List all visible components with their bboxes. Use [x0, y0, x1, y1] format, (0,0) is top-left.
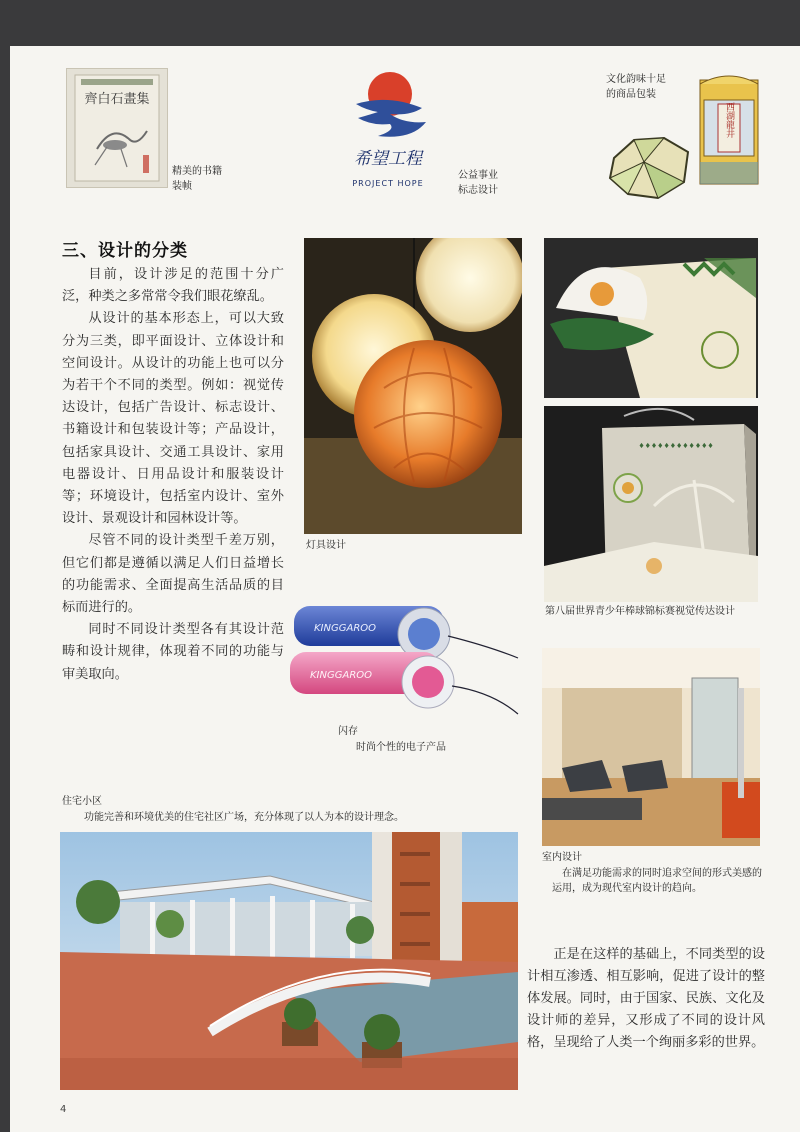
logo-caption: 公益事业 标志设计 [458, 170, 498, 196]
residential-caption-title: 住宅小区 [62, 796, 102, 807]
usb-brand-pink: KINGGAROO [310, 670, 373, 681]
usb-caption-title: 闪存 [338, 726, 358, 737]
paragraph: 从设计的基本形态上，可以大致分为三类，即平面设计、立体设计和空间设计。从设计的功能上也可以分为若干个不同的类型。例如：视觉传达设计，包括广告设计、标志设计、书籍设计和包装设计等；产品设计，包括家具设计、交通工具设计、家用电器设计、日用品设计和服装设计等；环境设计，包括室内设计、室外设计、景观设计和园林设计等。 [62, 311, 284, 527]
usb-caption-desc: 时尚个性的电子产品 [356, 742, 446, 753]
page-number: 4 [60, 1104, 67, 1115]
lamp-photo [304, 238, 522, 534]
book-title-text: 齊白石畫集 [84, 92, 150, 107]
tea-package-image [604, 70, 774, 204]
baseball-cap-photo [544, 238, 758, 398]
interior-caption-desc: 在满足功能需求的同时追求空间的形式美感的运用，成为现代室内设计的趋向。 [552, 868, 762, 894]
book-cover-image [66, 68, 168, 188]
baseball-bag-photo [544, 406, 758, 602]
package-label-text: 西湖龍井 [724, 102, 734, 138]
project-hope-logo [338, 64, 448, 196]
logo-english-text: PROJECT HOPE [352, 179, 424, 188]
section-body [62, 264, 284, 686]
section-heading: 三、设计的分类 [62, 241, 188, 261]
interior-design-photo [542, 648, 760, 846]
lamp-caption: 灯具设计 [306, 540, 346, 551]
logo-chinese-text: 希望工程 [354, 149, 422, 169]
residential-caption-desc: 功能完善和环境优美的住宅社区广场，充分体现了以人为本的设计理念。 [84, 812, 404, 823]
paragraph: 同时不同设计类型各有其设计范畴和设计规律，体现着不同的功能与审美取向。 [62, 622, 284, 682]
residential-plaza-photo [60, 832, 518, 1090]
interior-caption-title: 室内设计 [542, 852, 582, 863]
book-caption: 精美的书籍 装帧 [172, 166, 222, 192]
paragraph: 尽管不同的设计类型千差万别，但它们都是遵循以满足人们日益增长的功能需求、全面提高生活品质的目标而进行的。 [62, 533, 284, 616]
closing-paragraph: 正是在这样的基础上，不同类型的设计相互渗透、相互影响，促进了设计的整体发展。同时，由于国家、民族、文化及设计师的差异，又形成了不同的设计风格，呈现给了人类一个绚丽多彩的世界。 [527, 947, 765, 1050]
package-caption: 文化韵味十足 的商品包装 [606, 74, 666, 100]
baseball-caption: 第八届世界青少年棒球锦标赛视觉传达设计 [545, 606, 735, 617]
paragraph: 目前，设计涉足的范围十分广泛，种类之多常常令我们眼花缭乱。 [62, 267, 284, 305]
usb-brand-blue: KINGGAROO [314, 623, 377, 634]
usb-flash-photo [288, 596, 520, 720]
svg-text:♦♦♦♦♦♦♦♦♦♦♦♦: ♦♦♦♦♦♦♦♦♦♦♦♦ [638, 442, 714, 450]
